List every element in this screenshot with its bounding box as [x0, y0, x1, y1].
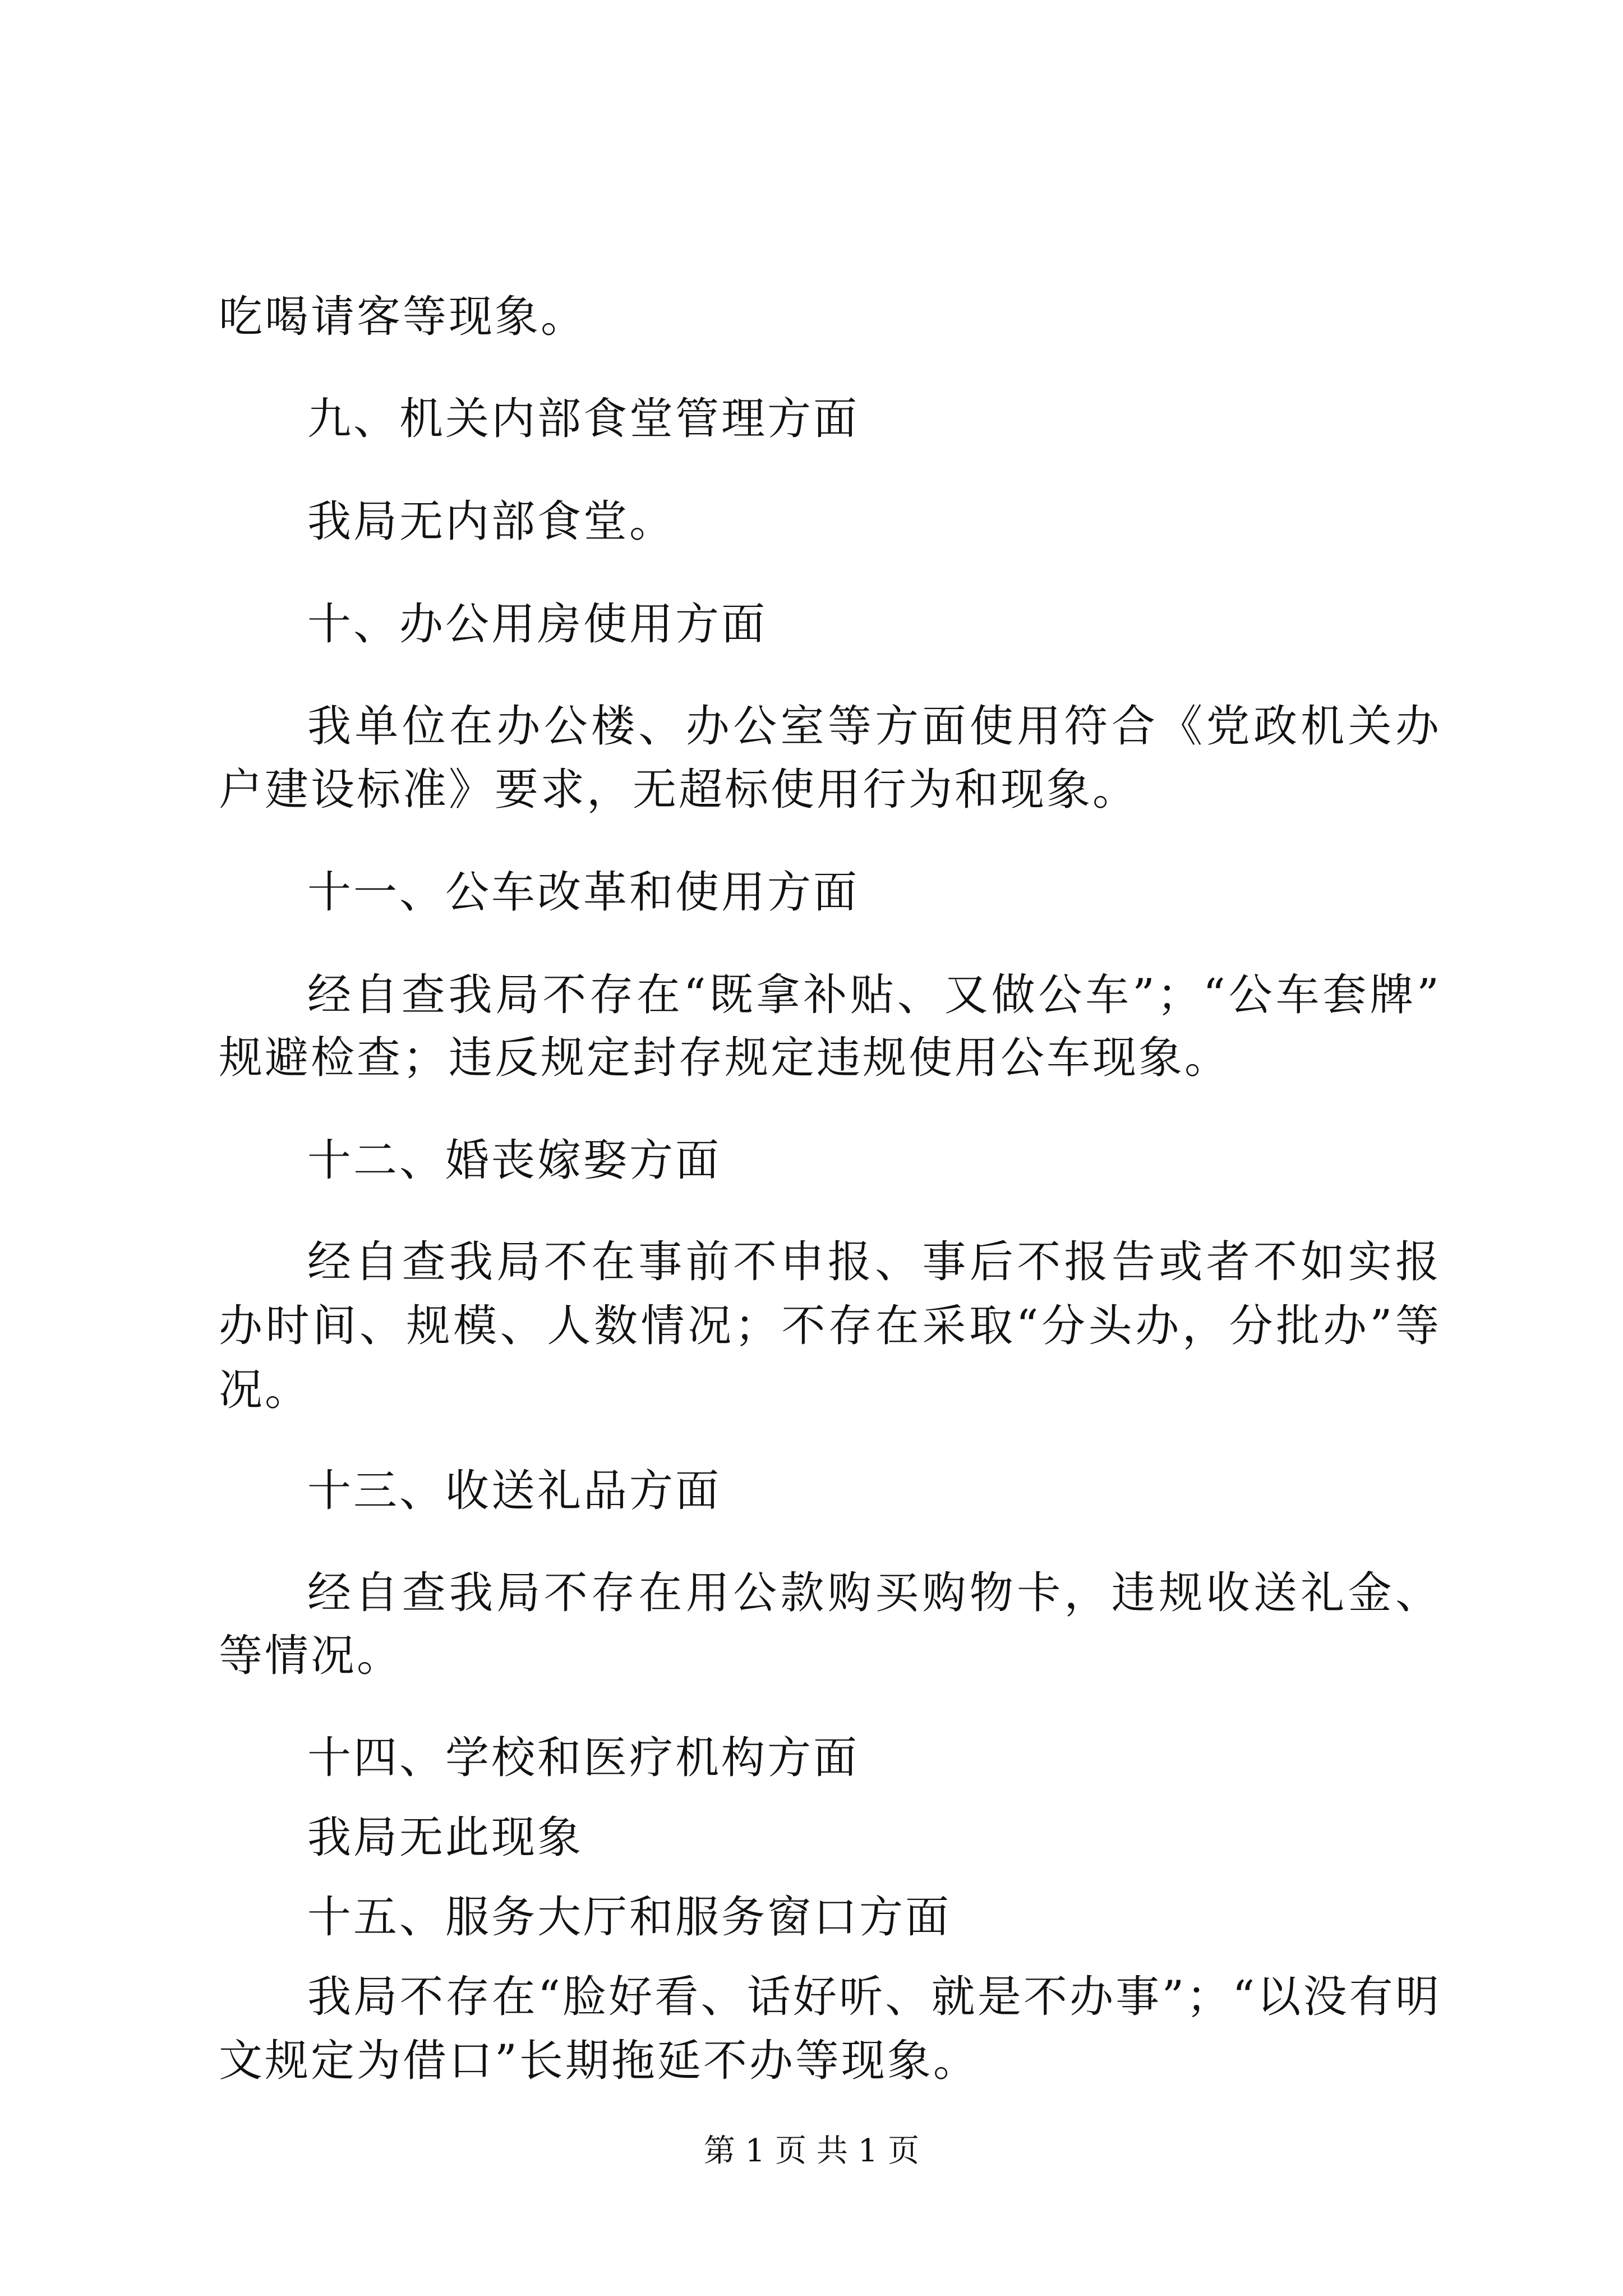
- body-text-line: 我局无此现象: [307, 1812, 584, 1863]
- body-text-line: 经自查我局不在事前不申报、事后不报告或者不如实报: [307, 1237, 1441, 1287]
- body-text-line: 经自查我局不存在用公款购买购物卡，违规收送礼金、: [307, 1568, 1441, 1618]
- body-text-line: 吃喝请客等现象。: [219, 292, 587, 342]
- section-heading: 十一、公车改革和使用方面: [307, 867, 860, 918]
- body-text-line: 户建设标准》要求，无超标使用行为和现象。: [219, 765, 1139, 815]
- body-text-line: 等情况。: [219, 1631, 403, 1681]
- body-text-line: 文规定为借口”长期拖延不办等现象。: [219, 2036, 979, 2086]
- body-text-line: 我局不存在“脸好看、话好听、就是不办事”；“以没有明: [307, 1972, 1441, 2022]
- body-text-line: 我单位在办公楼、办公室等方面使用符合《党政机关办: [307, 701, 1441, 752]
- section-heading: 十四、学校和医疗机构方面: [307, 1733, 860, 1783]
- section-heading: 十、办公用房使用方面: [307, 599, 768, 650]
- section-heading: 九、机关内部食堂管理方面: [307, 394, 860, 444]
- body-text-line: 况。: [219, 1365, 311, 1415]
- section-heading: 十五、服务大厅和服务窗口方面: [307, 1892, 952, 1943]
- body-text-line: 我局无内部食堂。: [307, 496, 676, 547]
- body-text-line: 规避检查；违反规定封存规定违规使用公车现象。: [219, 1033, 1231, 1083]
- body-text-line: 办时间、规模、人数情况；不存在采取“分头办，分批办”等: [219, 1301, 1441, 1351]
- body-text-line: 经自查我局不存在“既拿补贴、又做公车”；“公车套牌”: [307, 970, 1441, 1020]
- section-heading: 十二、婚丧嫁娶方面: [307, 1135, 722, 1186]
- page-number-footer: 第 1 页 共 1 页: [703, 2133, 920, 2169]
- section-heading: 十三、收送礼品方面: [307, 1466, 722, 1516]
